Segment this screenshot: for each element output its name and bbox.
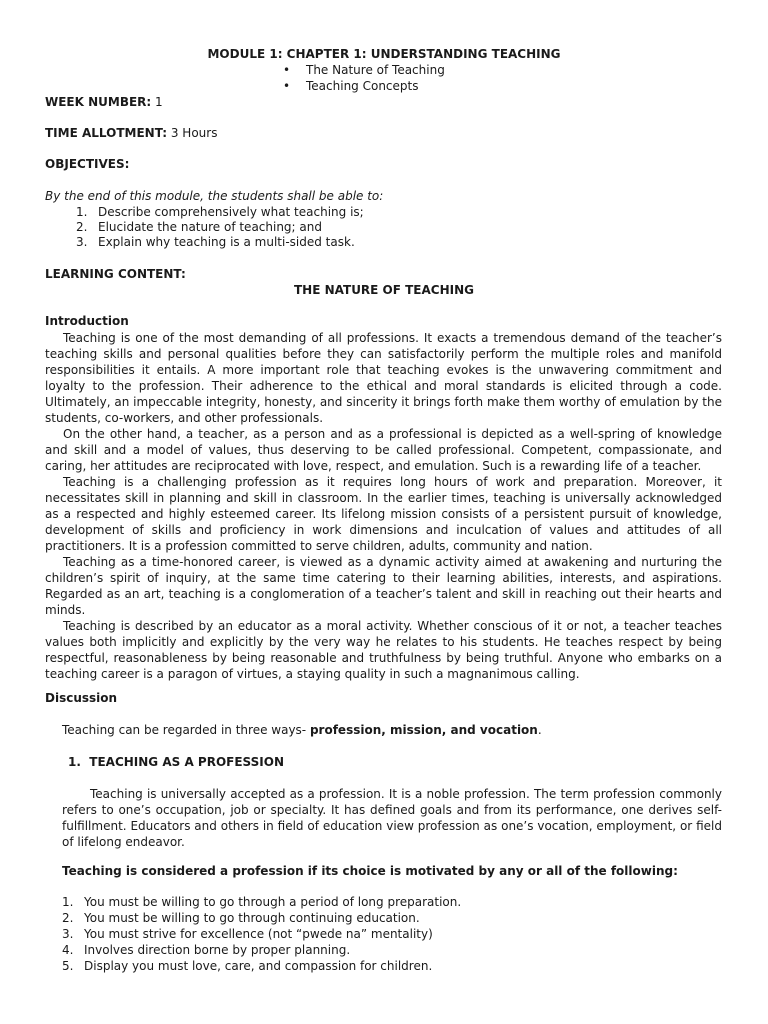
bullet-icon: • bbox=[283, 79, 291, 93]
paragraph: Teaching as a time-honored career, is viewed as a dynamic activity aimed at awakening and nurturing the children’s spirit of inquiry, at the same time catering to their learning abilities, interests, and aspirations. Regarded as an art, teaching is a conglomeration of a teacher’s talent and skill in reaching out their hearts and minds. bbox=[45, 555, 722, 617]
week-number: WEEK NUMBER: 1 bbox=[45, 95, 163, 109]
objectives-label: OBJECTIVES: bbox=[45, 157, 130, 171]
bullet-icon: • bbox=[283, 63, 291, 77]
criteria-item: 4. Involves direction borne by proper planning. bbox=[62, 943, 351, 957]
objectives-intro: By the end of this module, the students shall be able to: bbox=[45, 189, 384, 203]
paragraph: Teaching is universally accepted as a profession. It is a noble profession. The term profession commonly refers to one’s occupation, job or specialty. It has defined goals and from its performance, one derives self-fulfillment. Educators and others in field of education view profession as one’s vocation, employment, or field of lifelong endeavor. bbox=[62, 787, 722, 849]
module-title: MODULE 1: CHAPTER 1: UNDERSTANDING TEACHING bbox=[207, 47, 561, 61]
discussion-heading: Discussion bbox=[45, 691, 118, 705]
topic-item: • Teaching Concepts bbox=[283, 79, 419, 93]
objective-item: 3. Explain why teaching is a multi-sided task. bbox=[76, 235, 355, 249]
profession-body bbox=[62, 786, 722, 850]
objective-item: 2. Elucidate the nature of teaching; and bbox=[76, 220, 322, 234]
criteria-item: 3. You must strive for excellence (not “pwede na” mentality) bbox=[62, 927, 433, 941]
paragraph: Teaching is one of the most demanding of all professions. It exacts a tremendous demand of the teacher’s teaching skills and personal qualities before they can satisfactorily perform the multiple roles and manifold responsibilities it entails. A more important role that teaching evokes is the unwavering commitment and loyalty to the profession. Their adherence to the ethical and moral standards is elicited through a code. Ultimately, an impeccable integrity, honesty, and sincerity it brings forth make them worthy of emulation by the students, co-workers, and other professionals. bbox=[45, 331, 722, 425]
time-allotment: TIME ALLOTMENT: 3 Hours bbox=[45, 126, 218, 140]
objective-item: 1. Describe comprehensively what teaching is; bbox=[76, 205, 364, 219]
discussion-lead: Teaching can be regarded in three ways- profession, mission, and vocation. bbox=[62, 723, 542, 737]
criteria-item: 1. You must be willing to go through a period of long preparation. bbox=[62, 895, 462, 909]
introduction-body bbox=[45, 330, 722, 682]
paragraph: Teaching is a challenging profession as it requires long hours of work and preparation. Moreover, it necessitates skill in planning and skill in classroom. In the earlier times, teaching is universally acknowledged as a respected and highly esteemed career. Its lifelong mission consists of a persistent pursuit of knowledge, development of skills and proficiency in work dimensions and inculcation of values and attitudes of all practitioners. It is a profession committed to serve children, adults, community and nation. bbox=[45, 475, 722, 553]
paragraph: On the other hand, a teacher, as a person and as a professional is depicted as a well-spring of knowledge and skill and a model of values, thus deserving to be called professional. Competent, compassionate, and caring, her attitudes are reciprocated with love, respect, and emulation. Such is a rewarding life of a teacher. bbox=[45, 427, 722, 473]
criteria-heading: Teaching is considered a profession if its choice is motivated by any or all of the following: bbox=[62, 864, 678, 878]
topic-item: • The Nature of Teaching bbox=[283, 63, 445, 77]
profession-heading: 1. TEACHING AS A PROFESSION bbox=[68, 755, 284, 769]
criteria-item: 2. You must be willing to go through continuing education. bbox=[62, 911, 420, 925]
criteria-item: 5. Display you must love, care, and compassion for children. bbox=[62, 959, 433, 973]
paragraph: Teaching is described by an educator as a moral activity. Whether conscious of it or not, a teacher teaches values both implicitly and explicitly by the very way he relates to his students. He teaches respect by being respectful, reasonableness by being reasonable and truthfulness by being truthful. Anyone who embarks on a teaching career is a paragon of virtues, a staying quality in such a magnanimous calling. bbox=[45, 619, 722, 681]
learning-content-label: LEARNING CONTENT: bbox=[45, 267, 186, 281]
section-title: THE NATURE OF TEACHING bbox=[294, 283, 474, 297]
introduction-heading: Introduction bbox=[45, 314, 129, 328]
